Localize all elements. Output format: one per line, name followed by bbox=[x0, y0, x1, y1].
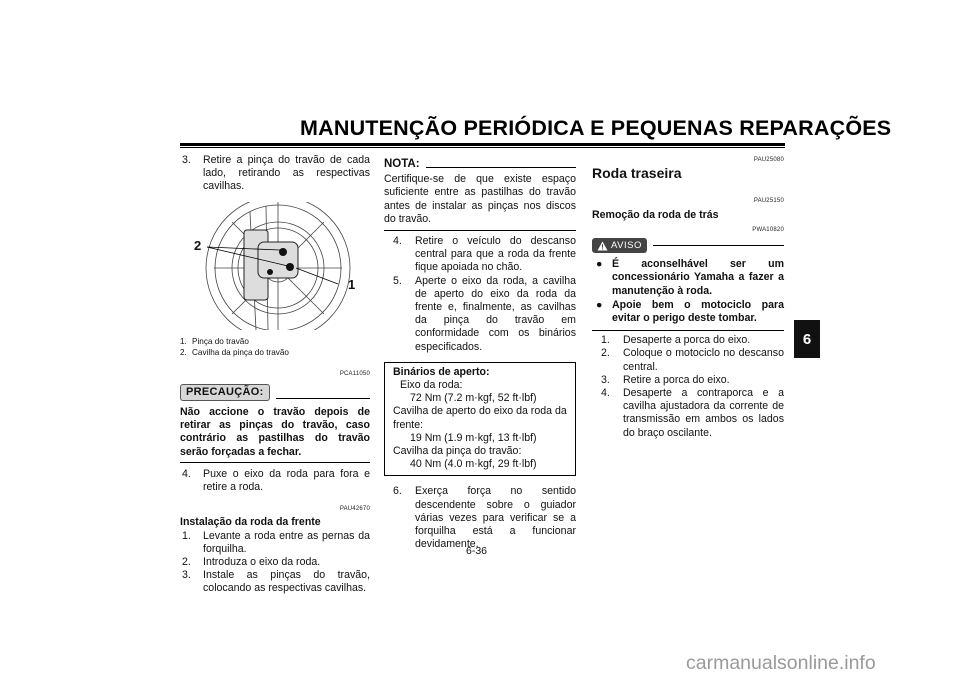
caution-code: PCA11050 bbox=[339, 370, 370, 377]
figure-captions bbox=[180, 336, 370, 359]
caution-end-rule bbox=[180, 462, 370, 463]
rear-step-3: 3. Retire a porca do eixo. bbox=[601, 373, 730, 386]
column-3 bbox=[592, 154, 784, 440]
caution-label: PRECAUÇÃO: bbox=[180, 384, 270, 401]
warning-code: PWA10820 bbox=[752, 226, 784, 233]
column-2 bbox=[384, 158, 576, 551]
header-rule bbox=[180, 143, 785, 146]
subsection-code: PAU25150 bbox=[753, 198, 784, 205]
caution-rule bbox=[276, 398, 370, 399]
note-end-rule bbox=[384, 230, 576, 231]
caption-2: 2. Cavilha da pinça do travão bbox=[180, 348, 289, 358]
page-title: MANUTENÇÃO PERIÓDICA E PEQUENAS REPARAÇÕES bbox=[300, 116, 892, 140]
note-heading bbox=[384, 158, 576, 171]
rear-step-2: 2. Coloque o motociclo no descanso central. bbox=[601, 347, 784, 373]
torque-line: Eixo da roda: bbox=[400, 379, 463, 392]
page-number: 6-36 bbox=[466, 545, 488, 557]
warning-bullet: ● Apoie bem o motociclo para evitar o perigo deste tombar. bbox=[596, 298, 784, 325]
section-code: PAU25080 bbox=[753, 157, 784, 163]
step-number: 3. bbox=[182, 154, 191, 166]
caution-text: Não accione o travão depois de retirar as pinças do travão, caso contrário as pastilhas do travão serão forçadas a fechar. bbox=[180, 406, 370, 458]
warning-label: AVISO bbox=[611, 240, 642, 252]
section-title: Roda traseira bbox=[592, 165, 682, 182]
caution-heading bbox=[180, 384, 370, 401]
note-text: Certifique-se de que existe espaço suficiente entre as pastilhas do travão antes de instalar as pinças nos discos do travão. bbox=[384, 173, 576, 225]
torque-specs-box bbox=[384, 362, 576, 477]
callout-2: 2 bbox=[194, 237, 202, 253]
torque-value: 19 Nm (1.9 m·kgf, 13 ft·lbf) bbox=[410, 431, 537, 444]
install-step-1: 1. Levante a roda entre as pernas da forquilha. bbox=[182, 529, 370, 555]
caption-1: 1. Pinça do travão bbox=[180, 336, 249, 346]
chapter-tab[interactable]: 6 bbox=[794, 320, 820, 358]
rear-step-4: 4. Desaperte a contraporca e a cavilha ajustadora da corrente de transmissão em ambos os lados do braço oscilante. bbox=[601, 387, 784, 439]
step-text: Retire a pinça do travão de cada lado, retirando as respectivas cavilhas. bbox=[203, 154, 370, 193]
install-code: PAU42670 bbox=[339, 506, 370, 513]
callout-1: 1 bbox=[348, 276, 356, 292]
col2-step-5: 5. Aperte o eixo da roda, a cavilha de aperto do eixo da roda da frente e, finalmente, as cavilhas da pinça do travão em conformidade com os binários especificados. bbox=[393, 274, 576, 353]
col2-step-6: 6. Exerça força no sentido descendente sobre o guiador várias vezes para verificar se a forquilha está a funcionar devidamente. bbox=[393, 485, 576, 551]
brake-caliper-figure bbox=[180, 202, 370, 330]
torque-line: Cavilha da pinça do travão: bbox=[393, 445, 522, 458]
subsection-title: Remoção da roda de trás bbox=[592, 208, 719, 221]
bullet-dot-icon: ● bbox=[596, 258, 603, 271]
wheel-illustration bbox=[180, 202, 370, 330]
warning-bullet: ● É aconselhável ser um concessionário Yamaha a fazer a manutenção à roda. bbox=[596, 258, 784, 297]
torque-line: Cavilha de aperto do eixo da roda da frente: bbox=[393, 405, 567, 431]
warning-heading bbox=[592, 238, 784, 253]
install-step-3: 3. Instale as pinças do travão, colocando as respectivas cavilhas. bbox=[182, 569, 370, 595]
column-1 bbox=[180, 154, 370, 596]
step-4: 4. Puxe o eixo da roda para fora e retire a roda. bbox=[182, 467, 370, 494]
warning-end-rule bbox=[592, 330, 784, 331]
warning-badge bbox=[592, 238, 647, 253]
warning-rule bbox=[653, 245, 784, 246]
note-rule bbox=[426, 167, 576, 168]
warning-triangle-icon bbox=[597, 241, 608, 251]
rear-step-1: 1. Desaperte a porca do eixo. bbox=[601, 334, 751, 347]
torque-value: 40 Nm (4.0 m·kgf, 29 ft·lbf) bbox=[410, 458, 537, 471]
install-step-2: 2. Introduza o eixo da roda. bbox=[182, 556, 321, 569]
header-rule-thin bbox=[180, 147, 785, 148]
bullet-dot-icon: ● bbox=[596, 298, 603, 311]
step-3 bbox=[182, 154, 370, 194]
install-title: Instalação da roda da frente bbox=[180, 516, 321, 529]
watermark: carmanualsonline.info bbox=[686, 652, 876, 674]
col2-step-4: 4. Retire o veículo do descanso central para que a roda da frente fique apoiada no chão. bbox=[393, 235, 576, 274]
torque-value: 72 Nm (7.2 m·kgf, 52 ft·lbf) bbox=[410, 392, 537, 405]
torque-title: Binários de aperto: bbox=[393, 365, 490, 378]
note-label: NOTA: bbox=[384, 158, 420, 170]
